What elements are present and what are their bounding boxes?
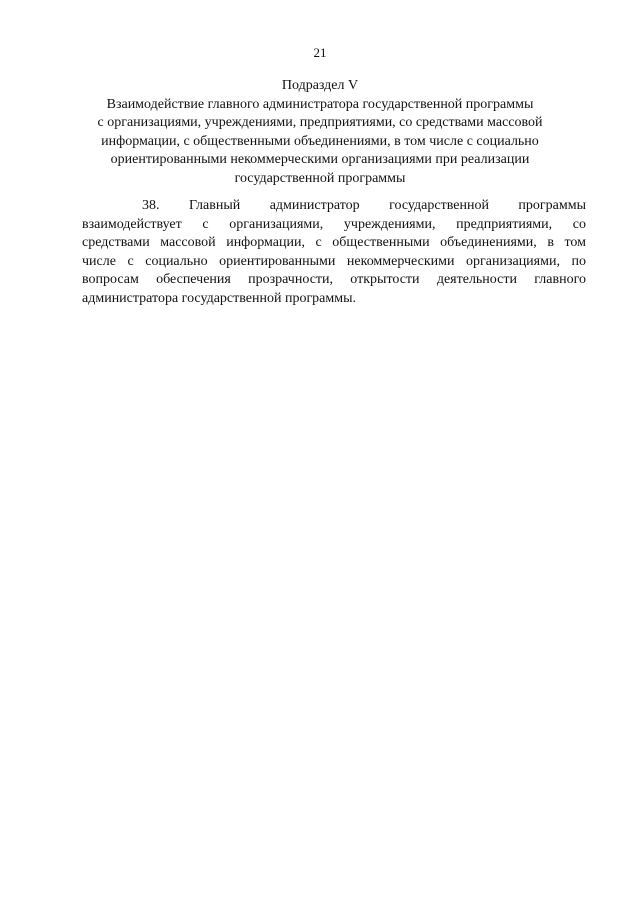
paragraph-38 (82, 197, 586, 308)
subsection-title: Подраздел V (281, 78, 359, 93)
paragraph-line: числе с социально ориентированными некоммерческими организациями, по (82, 253, 586, 269)
section-title-line: Взаимодействие главного администратора государственной программы (106, 96, 534, 112)
paragraph-line: администратора государственной программы. (82, 290, 357, 306)
paragraph-line: взаимодействует с организациями, учреждениями, предприятиями, со (82, 216, 586, 232)
section-title-line: государственной программы (234, 170, 406, 186)
section-title-line: ориентированными некоммерческими организациями при реализации (110, 152, 530, 167)
paragraph-line: средствами массовой информации, с общественными объединениями, в том (82, 235, 586, 250)
page-number: 21 (313, 45, 327, 60)
paragraph-line: вопросам обеспечения прозрачности, открытости деятельности главного (82, 272, 586, 287)
section-heading (80, 77, 560, 188)
section-title-line: с организациями, учреждениями, предприятиями, со средствами массовой (97, 115, 543, 130)
section-title-line: информации, с общественными объединениями, в том числе с социально (101, 133, 539, 149)
paragraph-line: 38. Главный администратор государственной программы (142, 198, 586, 213)
